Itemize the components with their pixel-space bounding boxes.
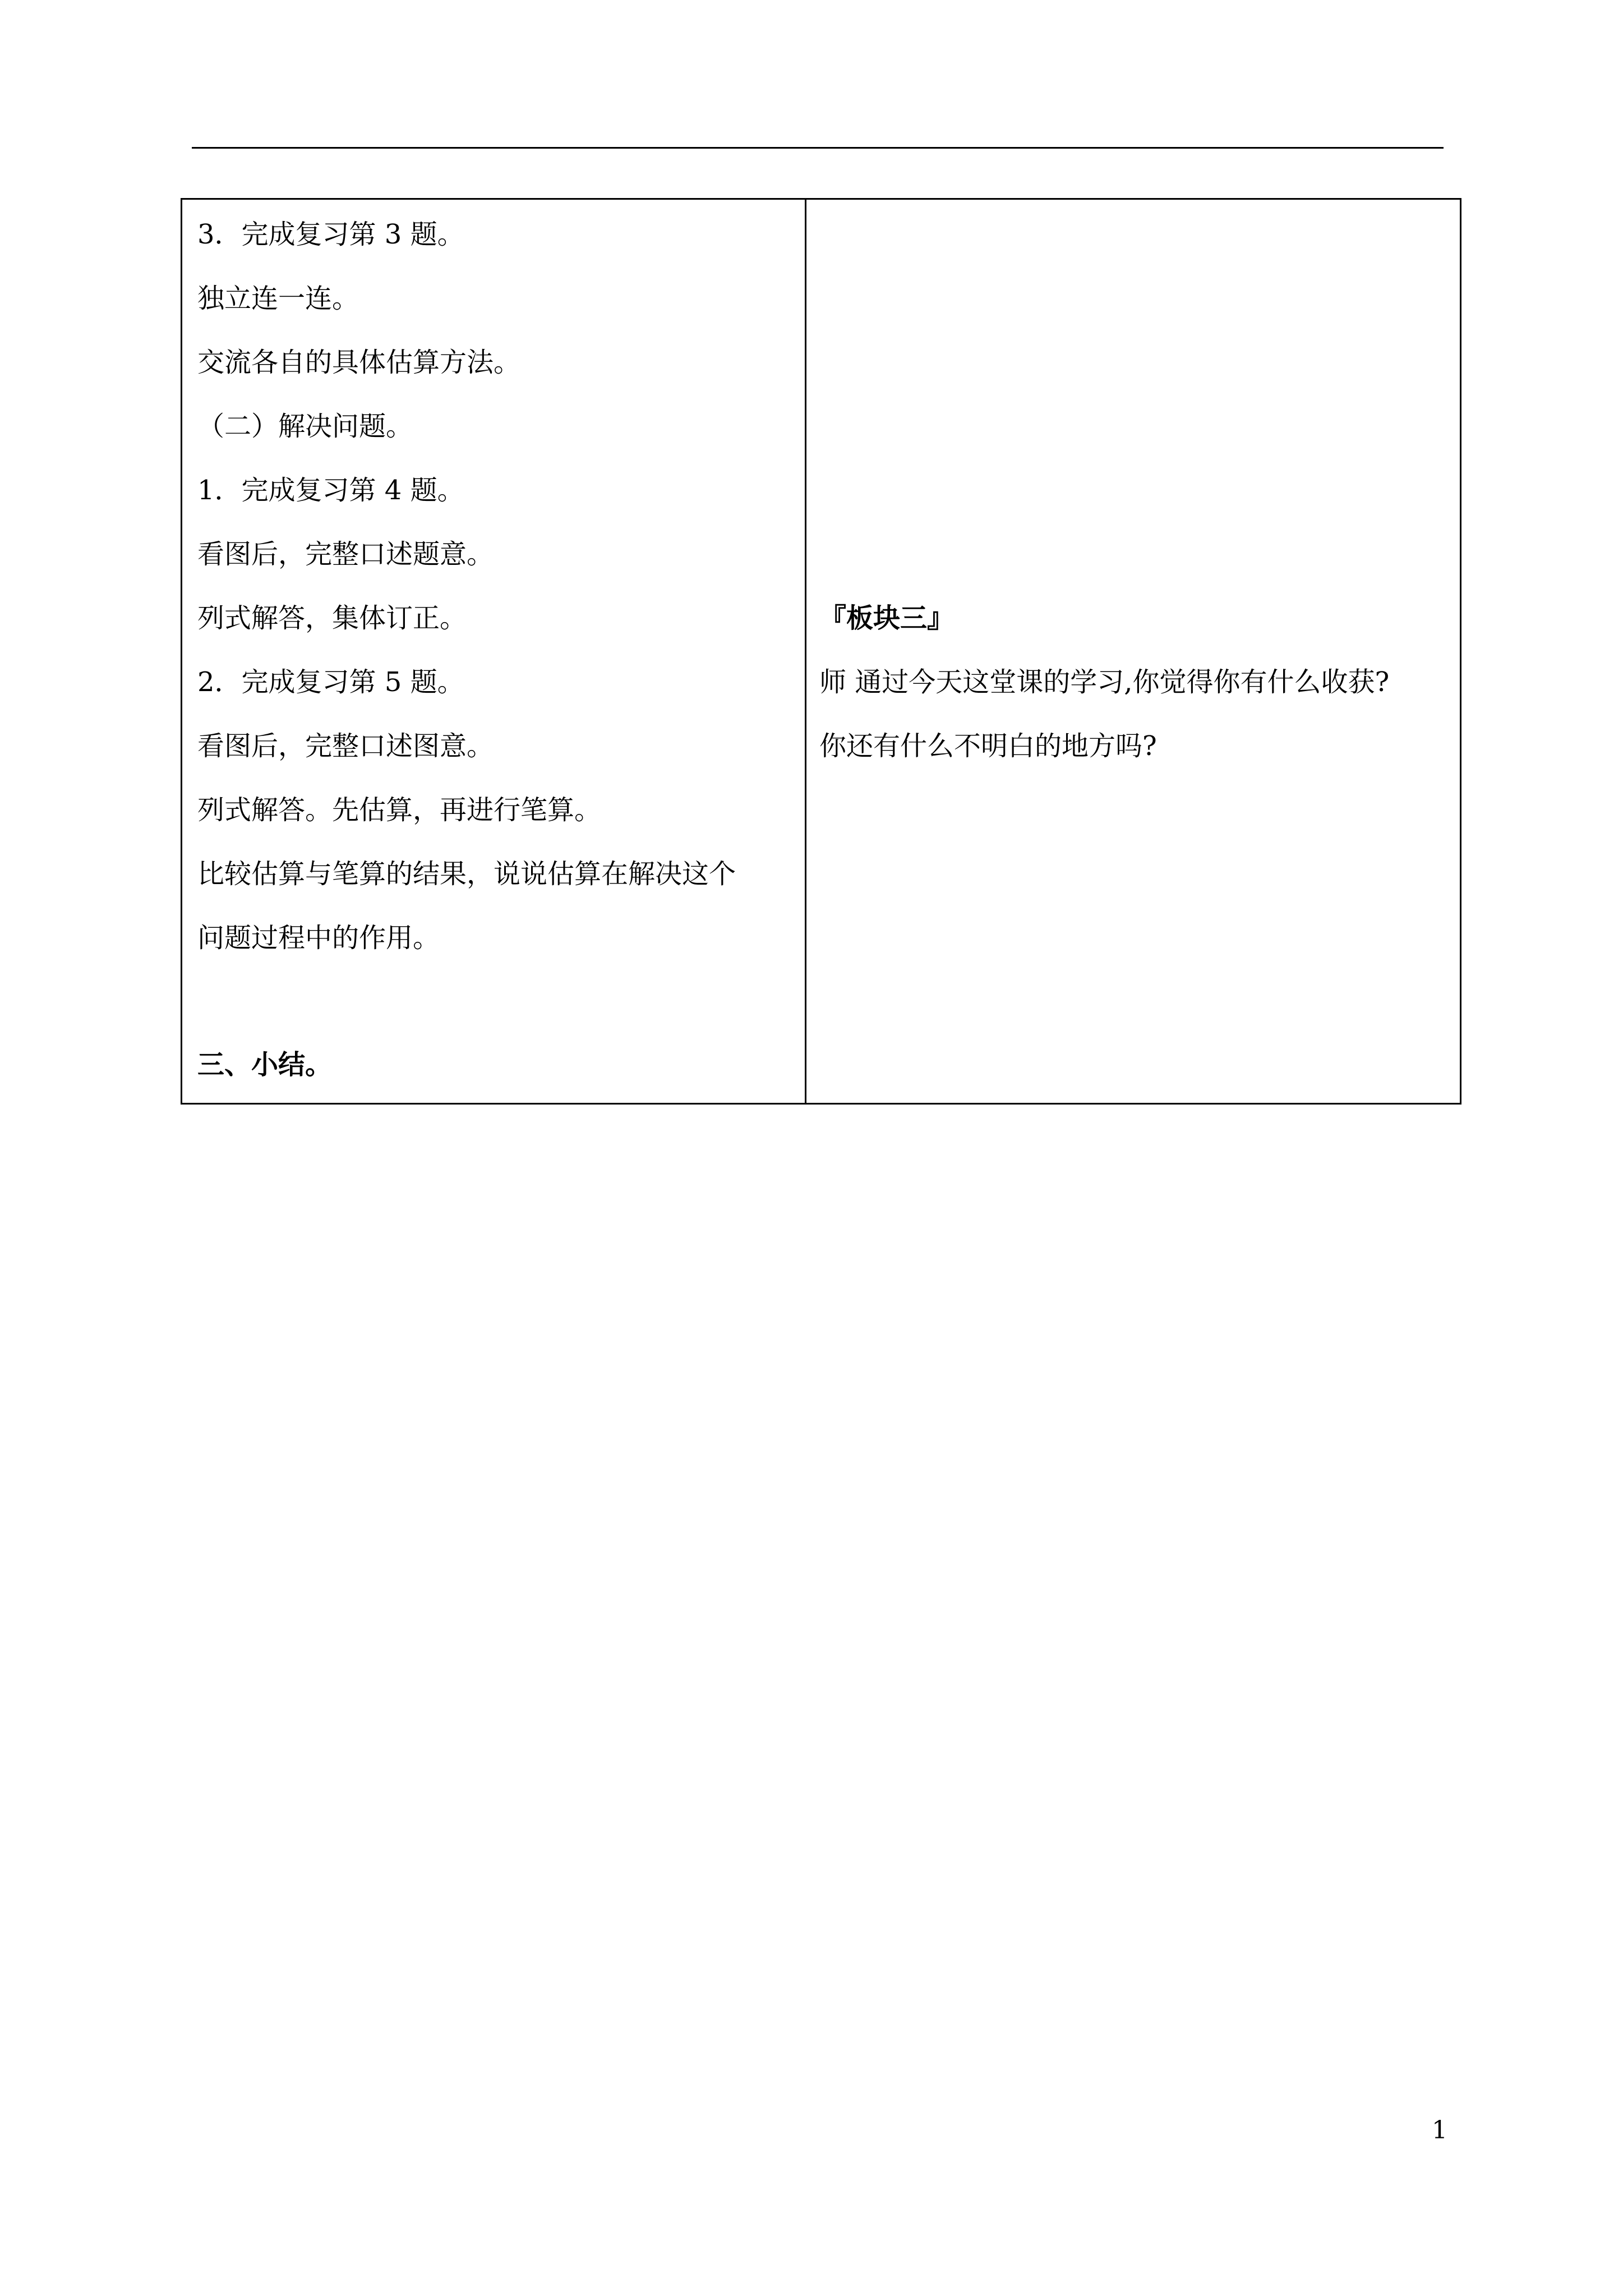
column-divider: [805, 200, 806, 1103]
left-line-3: 交流各自的具体估算方法。: [197, 347, 521, 378]
page-number: 1: [1432, 2116, 1447, 2145]
left-line-4: （二）解决问题。: [197, 411, 413, 442]
left-line-1: 3．完成复习第 3 题。: [197, 219, 464, 250]
left-line-2: 独立连一连。: [197, 283, 359, 314]
left-line-5: 1．完成复习第 4 题。: [197, 475, 464, 506]
left-line-12: 问题过程中的作用。: [197, 922, 440, 954]
header-rule: [192, 147, 1444, 149]
left-line-6: 看图后，完整口述题意。: [197, 539, 494, 570]
left-line-9: 看图后，完整口述图意。: [197, 730, 494, 762]
left-line-8: 2．完成复习第 5 题。: [197, 666, 464, 698]
left-line-10: 列式解答。先估算，再进行笔算。: [197, 794, 602, 826]
summary-heading: 三、小结。: [197, 1049, 333, 1080]
section-title: 『板块三』: [819, 602, 955, 634]
lesson-table: [181, 198, 1461, 1105]
right-line-2: 你还有什么不明白的地方吗?: [819, 730, 1157, 762]
right-line-1: 师 通过今天这堂课的学习,你觉得你有什么收获?: [819, 666, 1390, 698]
left-line-11: 比较估算与笔算的结果，说说估算在解决这个: [197, 858, 736, 890]
left-line-7: 列式解答，集体订正。: [197, 602, 467, 634]
